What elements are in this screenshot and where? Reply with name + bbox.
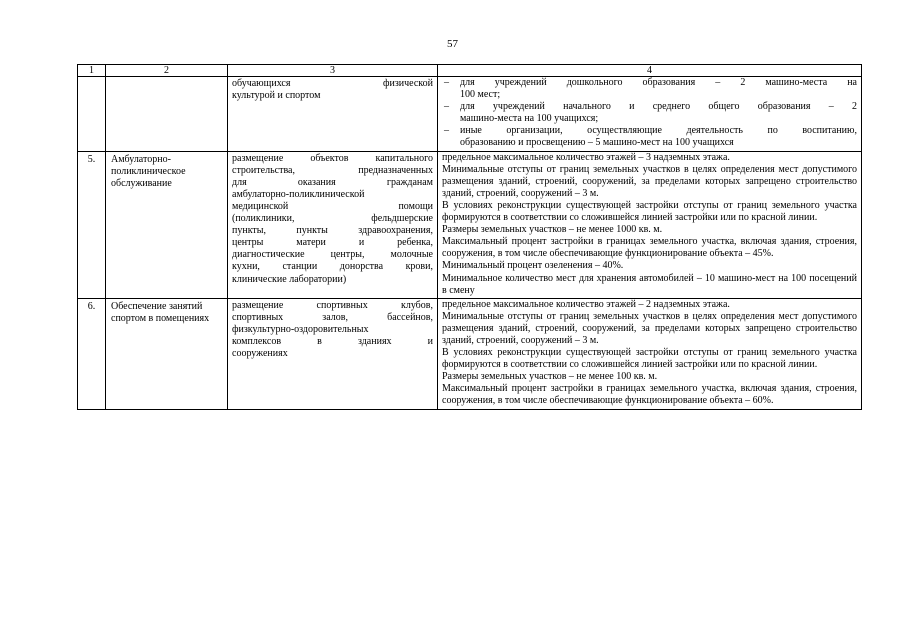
description-line: размещение спортивных клубов, [232,299,433,311]
column-header-4: 4 [438,65,862,77]
table-row [78,298,862,409]
number-cell [78,77,106,152]
column-header-3: 3 [228,65,438,77]
description-line: спортивных залов, бассейнов, [232,311,433,323]
list-item [442,101,857,125]
regulations-table [77,64,862,410]
parameter-paragraph: Минимальный процент озеленения – 40%. [442,260,624,272]
description-line: (поликлиники, фельдшерские [232,213,433,225]
table-row-continued [78,77,862,152]
parameters-cell [438,151,862,298]
parameter-paragraph: предельное максимальное количество этажей – 2 надземных этажа. [442,298,730,310]
use-type-name: Амбулаторно-поликлиническое обслуживание [106,151,228,298]
description-line: культурой и спортом [232,90,321,102]
parameter-paragraph: Минимальное количество мест для хранения автомобилей – 10 машино-мест на 100 посещений в смену [442,272,857,296]
parameter-paragraph: Минимальные отступы от границ земельных участков в целях определения мест допустимого размещения зданий, строений, сооружений, за пределами которых запрещено строительство зданий, строений, сооружений – 3 м. [442,163,857,199]
table-row [78,151,862,298]
parameter-paragraph: В условиях реконструкции существующей застройки отступы от границ земельного участка формируются в соответствии со сложившейся линией застройки или по красной линии. [442,347,857,371]
parameter-paragraph: Размеры земельных участков – не менее 100 кв. м. [442,371,658,383]
dash-bullet: – [444,125,449,137]
description-cell [228,77,438,152]
list-item-line: 100 мест; [460,89,501,101]
list-item-line: иные организации, осуществляющие деятельность по воспитанию, [460,125,857,137]
parameter-paragraph: В условиях реконструкции существующей застройки отступы от границ земельного участка формируются в соответствии со сложившейся линией застройки или по красной линии. [442,199,857,224]
row-number: 6. [78,298,106,409]
list-item-line: для учреждений дошкольного образования – 2 машино-места на [460,77,857,88]
list-item-line: для учреждений начального и среднего общего образования – 2 [460,101,857,113]
parameter-paragraph: Максимальный процент застройки в границах земельного участка, включая здания, строения, сооружения, в том числе обеспечивающие функционирование объекта – 45%. [442,236,857,260]
list-item-line: образованию и просвещению – 5 машино-мест на 100 учащихся [460,137,734,149]
description-line: центры матери и ребенка, [232,237,433,249]
use-type-name: Обеспечение занятий спортом в помещениях [106,298,228,409]
description-line: амбулаторно-поликлинической [232,188,365,200]
column-header-1: 1 [78,65,106,77]
list-item-line: машино-места на 100 учащихся; [460,113,599,125]
description-line: сооружениях [232,348,288,360]
parameter-paragraph: Минимальные отступы от границ земельных участков в целях определения мест допустимого размещения зданий, строений, сооружений, за пределами которых запрещено строительство зданий, строений, сооружений – 3 м. [442,310,857,346]
parameter-paragraph: Максимальный процент застройки в границах земельного участка, включая здания, строения, сооружения, в том числе обеспечивающие функционирование объекта – 60%. [442,383,857,407]
description-line: диагностические центры, молочные [232,249,433,261]
parameter-paragraph: Размеры земельных участков – не менее 1000 кв. м. [442,224,663,236]
description-cell [228,151,438,298]
column-header-2: 2 [106,65,228,77]
parameters-cell [438,77,862,152]
description-cell [228,298,438,409]
description-line: обучающихся физической [232,78,433,89]
description-line: клинические лаборатории) [232,273,347,285]
list-item [442,125,857,149]
row-number: 5. [78,151,106,298]
description-line: кухни, станции донорства крови, [232,261,433,273]
name-cell [106,77,228,152]
description-line: строительства, предназначенных [232,164,433,176]
dash-bullet: – [444,77,449,88]
description-line: комплексов в зданиях и [232,335,433,347]
parameters-cell [438,298,862,409]
description-line: размещение объектов капитального [232,152,433,164]
description-line: медицинской помощи [232,200,433,212]
description-line: для оказания гражданам [232,176,433,188]
dash-bullet: – [444,101,449,113]
page-number: 57 [447,38,458,50]
list-item [442,77,857,101]
description-line: физкультурно-оздоровительных [232,323,369,335]
description-line: пункты, пункты здравоохранения, [232,225,433,237]
header-row [78,65,862,77]
parameter-paragraph: предельное максимальное количество этажей – 3 надземных этажа. [442,151,730,163]
